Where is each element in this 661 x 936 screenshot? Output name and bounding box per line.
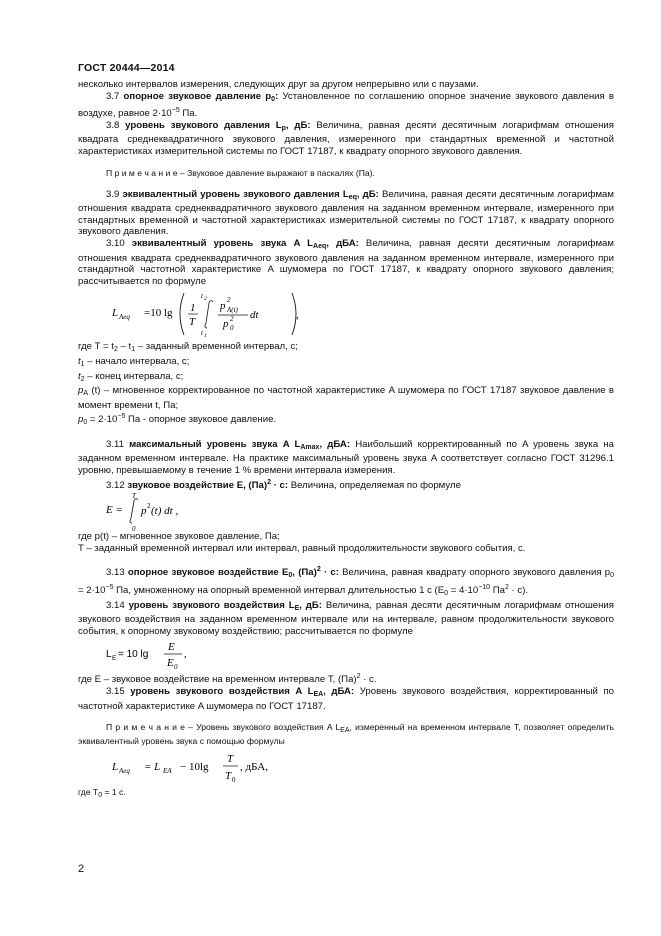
term-subscript: 0 — [288, 572, 293, 580]
f4-num: T — [227, 753, 234, 766]
term-end: · с: — [270, 479, 289, 491]
where-text: – заданный временной интервал, с; — [135, 341, 298, 353]
term-end: , дБА: — [323, 686, 355, 697]
where-text: – t — [117, 341, 132, 353]
clause-text: Установленное по соглашению опорное значение звукового давления в воздухе, равное 2·10 — [78, 90, 614, 120]
where-1-e — [78, 411, 614, 429]
where-text: – конец интервала, с; — [84, 370, 184, 382]
term-subscript: Amax — [300, 443, 320, 451]
clause-text: Величина, равная квадрату опорного звукового давления p — [338, 567, 611, 579]
clause-text: Величина, определяемая по формуле — [288, 479, 461, 491]
where-2-a: где p(t) – мгновенное звуковое давление, Па; — [78, 531, 280, 543]
where-text: где E – звуковое воздействие на временном интервале T, (Па) — [78, 674, 357, 686]
clause-text: Величина, равная десяти десятичным логарифмам отношения квадрата среднеквадратичного звукового давления на заданном временном интервале, измеренного при стандартной частотной характеристике A шумомера по ГОСТ 17187, к квадрату опорного звукового давления; рассчитывается по формуле — [78, 237, 614, 287]
f1-t1: t — [201, 329, 203, 338]
where-1-a — [78, 341, 614, 356]
f1-den-sup: 2 — [230, 315, 234, 324]
clause-3-15 — [78, 686, 614, 712]
term-end: : — [275, 90, 279, 102]
clause-text: Па, умноженному на опорный временной интервал длительностью 1 с (E — [113, 585, 445, 597]
where-text: Па - опорное звуковое давление. — [125, 414, 277, 426]
f3-den: E — [167, 657, 174, 670]
where-2-b: T – заданный временной интервал или интервал, равный продолжительности звукового события, с. — [78, 542, 526, 554]
term-subscript: EA — [313, 691, 324, 698]
clause-number: 3.15 — [106, 686, 131, 697]
term-superscript: 2 — [267, 478, 271, 486]
f2-upper: T — [132, 492, 136, 501]
clause-text: Па — [490, 585, 505, 597]
f1-one: 1 — [190, 302, 196, 315]
note-sub: EA — [340, 727, 350, 735]
f1-left-paren — [180, 293, 184, 335]
where-text: · с. — [360, 674, 377, 686]
where-sub: A — [83, 390, 89, 398]
f1-t1-sub: 1 — [204, 333, 207, 340]
f1-den: p — [223, 318, 229, 331]
clause-term: максимальный уровень звука A L — [129, 438, 301, 450]
term-mid: , (Па) — [292, 567, 317, 579]
text-sup: −5 — [105, 584, 114, 592]
term-end: , дБ: — [299, 599, 322, 611]
f4-den: T — [225, 770, 232, 783]
formula-e — [78, 491, 614, 534]
where-symbol: p — [78, 385, 84, 397]
page-number: 2 — [78, 863, 85, 875]
f1-T: T — [189, 316, 196, 329]
clause-text: Уровень звукового воздействия, корректированный по частотной характеристике A шумомера по ГОСТ 17187. — [78, 686, 614, 712]
f1-lhs-sub: Aeq — [119, 313, 130, 322]
where-text: (t) – мгновенное корректированное по частотной характеристике A шумомера по ГОСТ 17187 звуковое давление в момент времени t, Па; — [78, 385, 614, 411]
term-end: · с: — [320, 567, 339, 579]
formula-laeq — [78, 287, 614, 341]
clause-term: эквивалентный уровень звукового давления L — [122, 188, 349, 200]
where-text: – начало интервала, с; — [84, 355, 190, 367]
note-text: , измеренный на временном интервале T, позволяет определить эквивалентный уровень звука с помощью формулы — [78, 722, 615, 747]
document-body — [78, 79, 614, 801]
f3-den-sub: 0 — [174, 663, 178, 672]
clause-number: 3.9 — [106, 188, 123, 200]
f1-eq: =10 lg — [144, 307, 173, 320]
where-sup: −5 — [117, 413, 126, 421]
f3-num: E — [168, 641, 175, 654]
f1-dt: dt — [250, 309, 259, 322]
clause-term: опорное звуковое давление p — [123, 90, 272, 102]
f4-minus: − 10lg — [180, 761, 209, 774]
f2-lower: 0 — [132, 525, 136, 534]
where-symbol: t — [78, 370, 81, 382]
where-sub: 1 — [131, 346, 136, 354]
where-1-d — [78, 385, 614, 411]
clause-number: 3.14 — [106, 599, 129, 611]
clause-text: Величина, равная десяти десятичным логарифмам отношения квадрата среднеквадратичного звукового давления, измеренного при стандартных временной и частотной характеристиках измерительной системы по ГОСТ 17187, к квадрату опорного звукового давления. — [78, 119, 614, 157]
clause-text: Величина, равная десяти десятичным логарифмам отношения звукового воздействия на заданном временном интервале или на интервале, равном продолжительности звукового события, к опорному звуковому воздействию; рассчитывается по формуле — [78, 599, 614, 637]
text-sup: −10 — [478, 584, 491, 592]
f2-body-end: (t) dt , — [151, 505, 179, 518]
clause-3-8 — [78, 120, 614, 158]
where-sub: 1 — [80, 360, 85, 368]
f4-eq: = L — [144, 761, 161, 774]
clause-number: 3.7 — [106, 90, 124, 102]
clause-term: опорное звуковое воздействие E — [127, 567, 289, 579]
f1-num-sub: A(t) — [227, 306, 238, 315]
where-text: = 2·10 — [87, 414, 118, 426]
where-4-a — [78, 787, 614, 801]
f4-eq-sub: EA — [163, 767, 172, 776]
clause-number: 3.8 — [106, 119, 126, 131]
clause-3-11 — [78, 439, 614, 477]
f4-lhs: L — [112, 761, 119, 774]
f4-den-sub: 0 — [232, 776, 236, 785]
where-sup: 2 — [356, 673, 361, 681]
f2-body-sup: 2 — [147, 502, 151, 511]
formula-laeq-from-lea — [78, 747, 614, 787]
clause-number: 3.10 — [106, 237, 132, 249]
clause-text: = 2·10 — [78, 585, 106, 597]
where-symbol: t — [78, 355, 81, 367]
f2-body: p — [141, 505, 147, 518]
clause-text-end: Па. — [179, 108, 198, 120]
term-end: , дБА: — [319, 438, 351, 450]
f1-t2: t — [201, 292, 203, 301]
where-symbol: p — [78, 414, 84, 426]
f1-den-sub: 0 — [230, 324, 234, 333]
f2-lhs: E = — [106, 504, 123, 517]
where-text: = 1 с. — [102, 787, 126, 798]
formula-le-svg — [78, 637, 238, 671]
where-sub: 2 — [80, 375, 85, 383]
clause-3-9 — [78, 189, 614, 238]
where-1-b — [78, 356, 614, 371]
f1-lhs: L — [112, 307, 119, 320]
page-header: ГОСТ 20444—2014 — [78, 62, 175, 74]
paragraph-continuation: несколько интервалов измерения, следующих друг за другом непрерывно или с паузами. — [78, 79, 479, 90]
clause-text: · с). — [508, 585, 529, 597]
formula-le — [78, 637, 614, 671]
term-superscript: 2 — [316, 566, 321, 574]
clause-text: Величина, равная десяти десятичным логарифмам отношения квадрата среднеквадратичного звукового давления на заданном временном интервале, измеренного при стандартных временной и частотной характеристиках измерительной системы по ГОСТ 17187, к квадрату опорного звукового давления. — [78, 188, 614, 238]
note-text: П р и м е ч а н и е – Уровень звукового воздействия A L — [106, 722, 341, 733]
formula-laeq-svg — [78, 287, 298, 341]
f4-lhs-sub: Aeq — [119, 767, 130, 776]
clause-term: эквивалентный уровень звука A L — [131, 237, 314, 249]
f3-lhs: L — [106, 649, 112, 661]
f1-num: p — [220, 300, 226, 313]
f1-t2-sub: 2 — [204, 296, 207, 303]
text-sub: 0 — [444, 590, 449, 598]
clause-3-7 — [78, 91, 614, 120]
term-subscript: p — [281, 124, 286, 132]
clause-number: 3.12 — [106, 479, 128, 491]
clause-3-13 — [78, 564, 614, 599]
formula-laeq-from-lea-svg — [78, 747, 318, 787]
where-text: где T = t — [78, 341, 114, 353]
superscript: −5 — [171, 107, 180, 115]
f2-integral-sign — [130, 499, 138, 523]
where-1-c — [78, 371, 614, 386]
term-subscript: 0 — [271, 95, 276, 103]
formula-e-svg — [78, 491, 238, 534]
note-2 — [78, 722, 614, 747]
term-end: , дБА: — [326, 237, 359, 249]
f1-num-sup: 2 — [227, 296, 231, 305]
term-subscript: eq — [348, 193, 357, 201]
term-subscript: E — [294, 604, 300, 612]
note-1: П р и м е ч а н и е – Звуковое давление выражают в паскалях (Па). — [106, 167, 375, 178]
where-3-a — [78, 671, 614, 686]
clause-term: звуковое воздействие E, (Па) — [127, 479, 268, 491]
where-text: где T — [78, 787, 99, 798]
clause-term: уровень звукового давления L — [125, 119, 282, 131]
f1-integral-sign — [205, 301, 213, 328]
text-sub: 0 — [610, 572, 614, 580]
where-sub: 2 — [113, 346, 118, 354]
f3-end: , — [184, 648, 187, 661]
clause-number: 3.11 — [106, 438, 130, 450]
f3-lhs-sub: E — [112, 655, 117, 663]
f3-eq: = 10 lg — [118, 649, 149, 661]
clause-number: 3.13 — [106, 567, 128, 579]
term-end: , дБ: — [356, 188, 379, 200]
clause-term: уровень звукового воздействия A L — [130, 686, 314, 697]
text-sup: 2 — [504, 584, 509, 592]
where-sub: 0 — [83, 419, 88, 427]
clause-text: = 4·10 — [448, 585, 479, 597]
f1-end: , — [296, 309, 299, 322]
where-sub: 0 — [98, 792, 103, 800]
clause-3-10 — [78, 238, 614, 287]
clause-text: Наибольший корректированный по A уровень звука на заданном временном интервале. На практике максимальный уровень звука A соответствует согласно ГОСТ 31296.1 уровню, превышаемому в течение 1 % времени интервала измерения. — [78, 438, 614, 477]
clause-term: уровень звукового воздействия L — [128, 599, 295, 611]
clause-3-12 — [78, 477, 614, 492]
clause-3-14 — [78, 600, 614, 638]
term-end: , дБ: — [285, 119, 311, 131]
f4-end: , дБА, — [240, 761, 268, 774]
term-subscript: Aeq — [313, 242, 327, 250]
